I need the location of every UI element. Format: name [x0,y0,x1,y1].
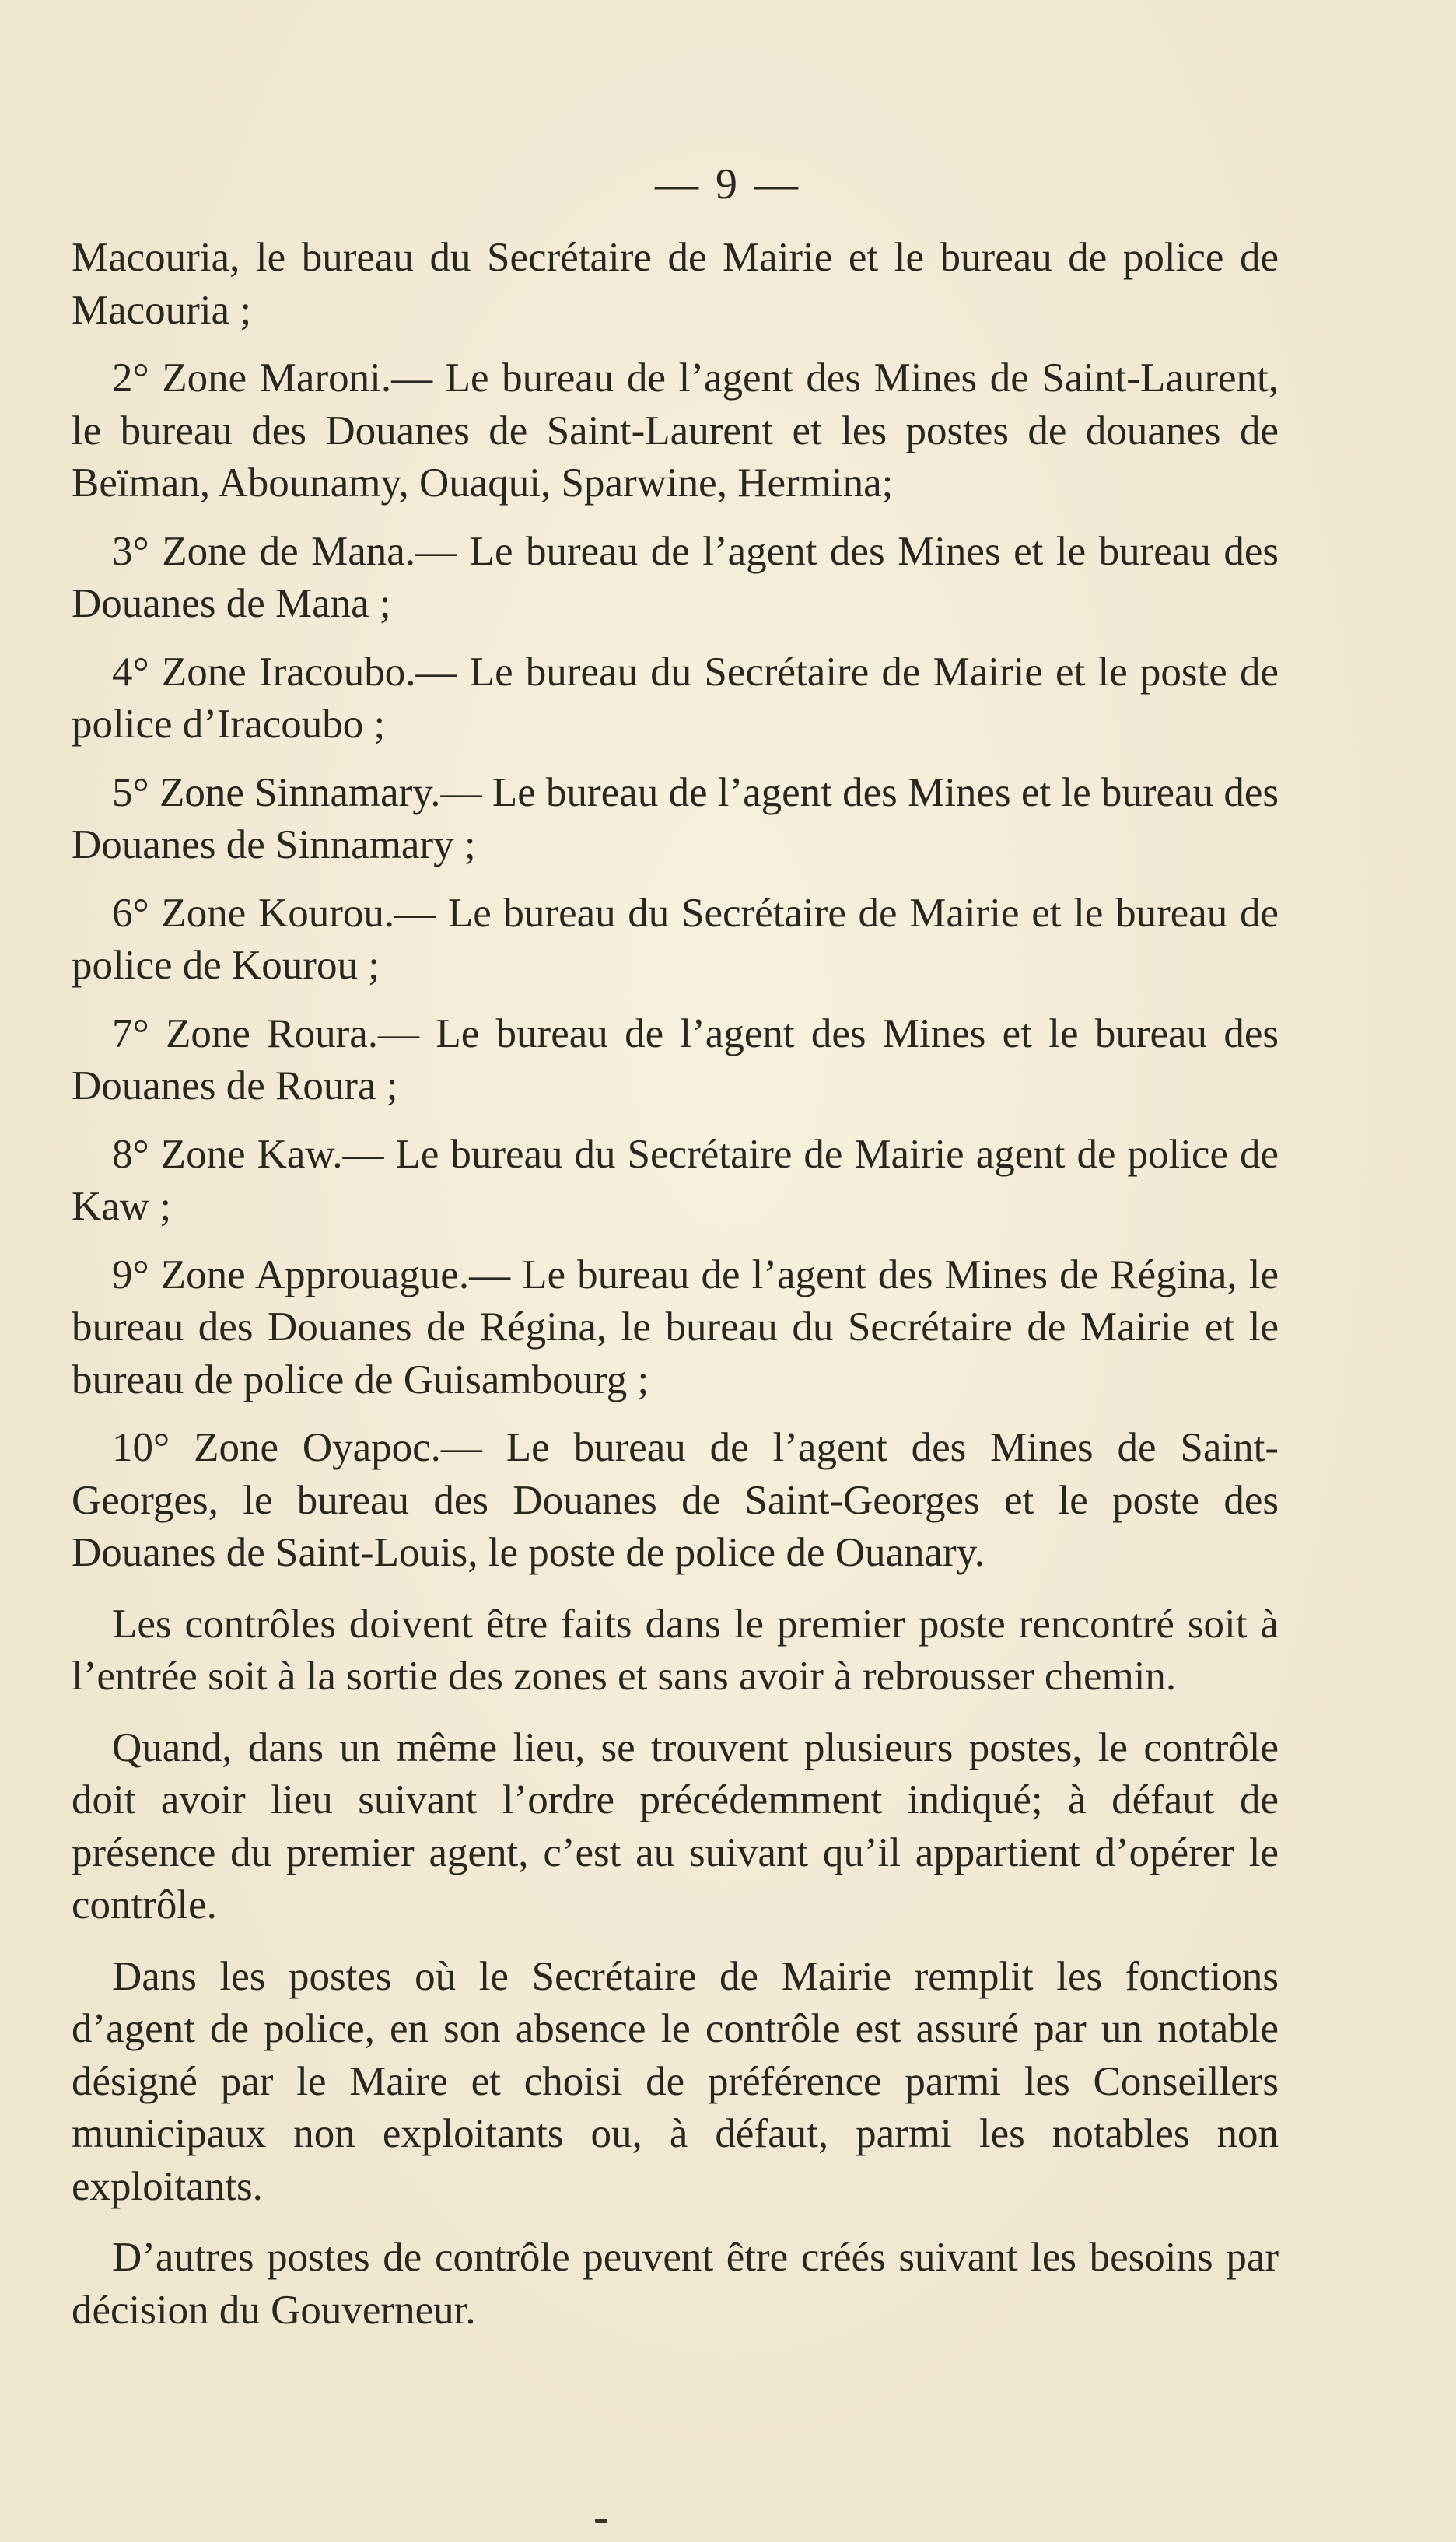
paragraph-zone-iracoubo: 4° Zone Iracoubo.— Le bureau du Secrétaire de Mairie et le poste de police d’Iracoubo ; [72,649,1279,747]
paragraph-zone-sinnamary: 5° Zone Sinnamary.— Le bureau de l’agent des Mines et le bureau des Douanes de Sinnamary ; [72,769,1279,867]
paragraph-zone-oyapoc: 10° Zone Oyapoc.— Le bureau de l’agent des Mines de Saint-Georges, le bureau des Douanes de Saint-Georges et le poste des Douanes de Saint-Louis, le poste de police de Ouanary. [72,1425,1279,1575]
paragraph-secretaire-mairie: Dans les postes où le Secrétaire de Mairie remplit les fonctions d’agent de police, en son absence le contrôle est assuré par un notable désigné par le Maire et choisi de préférence parmi les Conseillers municipaux non exploitants ou, à défaut, parmi les notables non exploitants. [72,1953,1279,2209]
bottom-ornament-mark [595,2519,607,2523]
paragraph-plusieurs-postes: Quand, dans un même lieu, se trouvent plusieurs postes, le contrôle doit avoir lieu suivant l’ordre précédemment indiqué; à défaut de présence du premier agent, c’est au suivant qu’il appartient d’opérer le contrôle. [72,1724,1279,1928]
paragraph-controles: Les contrôles doivent être faits dans le premier poste rencontré soit à l’entrée soit à la sortie des zones et sans avoir à rebrousser chemin. [72,1601,1279,1699]
paragraph-zone-approuague: 9° Zone Approuague.— Le bureau de l’agent des Mines de Régina, le bureau des Douanes de Régina, le bureau du Secrétaire de Mairie et le bureau de police de Guisambourg ; [72,1252,1279,1402]
paragraph-zone-maroni: 2° Zone Maroni.— Le bureau de l’agent des Mines de Saint-Laurent, le bureau des Douanes de Saint-Laurent et les postes de douanes de Beïman, Abounamy, Ouaqui, Sparwine, Hermina; [72,355,1279,506]
paragraph-macouria-continuation: Macouria, le bureau du Secrétaire de Mairie et le bureau de police de Macouria ; [72,235,1279,333]
paragraph-autres-postes: D’autres postes de contrôle peuvent être créés suivant les besoins par décision du Gouverneur. [72,2235,1279,2333]
paragraph-zone-kourou: 6° Zone Kourou.— Le bureau du Secrétaire de Mairie et le bureau de police de Kourou ; [72,890,1279,988]
paragraph-zone-kaw: 8° Zone Kaw.— Le bureau du Secrétaire de Mairie agent de police de Kaw ; [72,1131,1279,1229]
page-number: — 9 — [655,160,801,208]
document-body [72,232,1279,2348]
paragraph-zone-mana: 3° Zone de Mana.— Le bureau de l’agent des Mines et le bureau des Douanes de Mana ; [72,528,1279,626]
paragraph-zone-roura: 7° Zone Roura.— Le bureau de l’agent des Mines et le bureau des Douanes de Roura ; [72,1010,1279,1108]
